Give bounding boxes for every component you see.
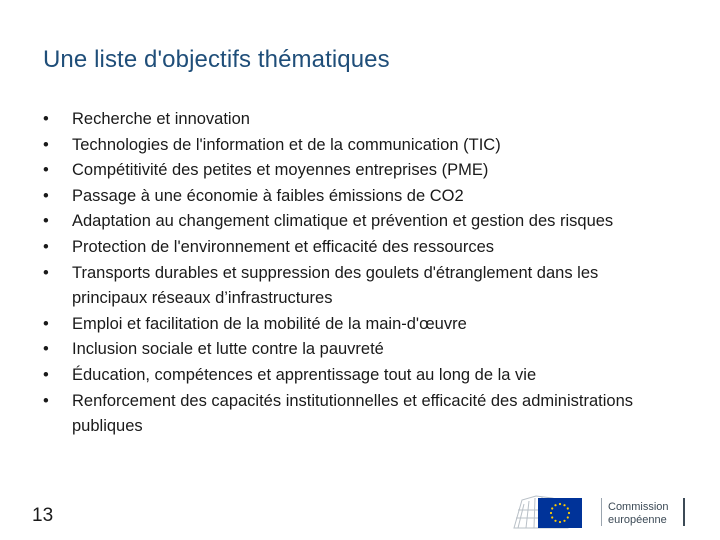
eu-star-icon bbox=[550, 512, 552, 514]
bullet-icon: • bbox=[43, 340, 49, 359]
list-item-text: Passage à une économie à faibles émissions de CO2 bbox=[72, 186, 464, 205]
list-item bbox=[43, 158, 643, 184]
eu-star-icon bbox=[567, 516, 569, 518]
eu-star-icon bbox=[568, 512, 570, 514]
list-item bbox=[43, 107, 643, 133]
logo-line-2: européenne bbox=[608, 514, 667, 526]
list-item bbox=[43, 389, 643, 440]
bullet-icon: • bbox=[43, 314, 49, 333]
eu-star-icon bbox=[554, 520, 556, 522]
european-commission-logo bbox=[512, 488, 687, 532]
bullet-icon: • bbox=[43, 161, 49, 180]
bullet-icon: • bbox=[43, 135, 49, 154]
list-item-text: Inclusion sociale et lutte contre la pauvreté bbox=[72, 340, 384, 359]
logo-divider bbox=[601, 498, 602, 526]
list-item-text: Technologies de l'information et de la communication (TIC) bbox=[72, 135, 501, 154]
list-item bbox=[43, 312, 643, 338]
list-item bbox=[43, 235, 643, 261]
eu-star-icon bbox=[554, 504, 556, 506]
list-item-text: Transports durables et suppression des goulets d'étranglement dans les principaux réseaux d’infrastructures bbox=[72, 263, 599, 308]
eu-star-icon bbox=[567, 507, 569, 509]
eu-star-icon bbox=[551, 507, 553, 509]
page-number: 13 bbox=[32, 505, 54, 526]
list-item bbox=[43, 133, 643, 159]
list-item bbox=[43, 363, 643, 389]
list-item-text: Renforcement des capacités institutionnelles et efficacité des administrations publiques bbox=[72, 391, 633, 436]
list-item bbox=[43, 261, 643, 312]
list-item-text: Emploi et facilitation de la mobilité de la main-d'œuvre bbox=[72, 314, 467, 333]
bullet-icon: • bbox=[43, 212, 49, 231]
bullet-icon: • bbox=[43, 237, 49, 256]
bullet-icon: • bbox=[43, 110, 49, 128]
eu-star-icon bbox=[563, 504, 565, 506]
eu-star-icon bbox=[551, 516, 553, 518]
bullet-icon: • bbox=[43, 391, 49, 410]
eu-star-icon bbox=[563, 520, 565, 522]
list-item-text: Protection de l'environnement et efficacité des ressources bbox=[72, 237, 494, 256]
bullet-icon: • bbox=[43, 263, 49, 282]
list-item-text: Compétitivité des petites et moyennes entreprises (PME) bbox=[72, 161, 489, 180]
objectives-list bbox=[43, 107, 643, 440]
list-item bbox=[43, 337, 643, 363]
slide-title: Une liste d'objectifs thématiques bbox=[43, 46, 390, 73]
eu-star-icon bbox=[559, 521, 561, 523]
eu-flag-icon bbox=[538, 498, 582, 528]
list-item-text: Éducation, compétences et apprentissage tout au long de la vie bbox=[72, 365, 537, 384]
list-item-text: Recherche et innovation bbox=[72, 110, 250, 128]
eu-star-icon bbox=[559, 503, 561, 505]
list-item-text: Adaptation au changement climatique et prévention et gestion des risques bbox=[72, 212, 614, 231]
logo-line-1: Commission bbox=[608, 501, 669, 513]
logo-text bbox=[608, 501, 669, 527]
bullet-icon: • bbox=[43, 365, 49, 384]
list-item bbox=[43, 209, 643, 235]
logo-divider-right bbox=[683, 498, 685, 526]
list-item bbox=[43, 184, 643, 210]
bullet-icon: • bbox=[43, 186, 49, 205]
